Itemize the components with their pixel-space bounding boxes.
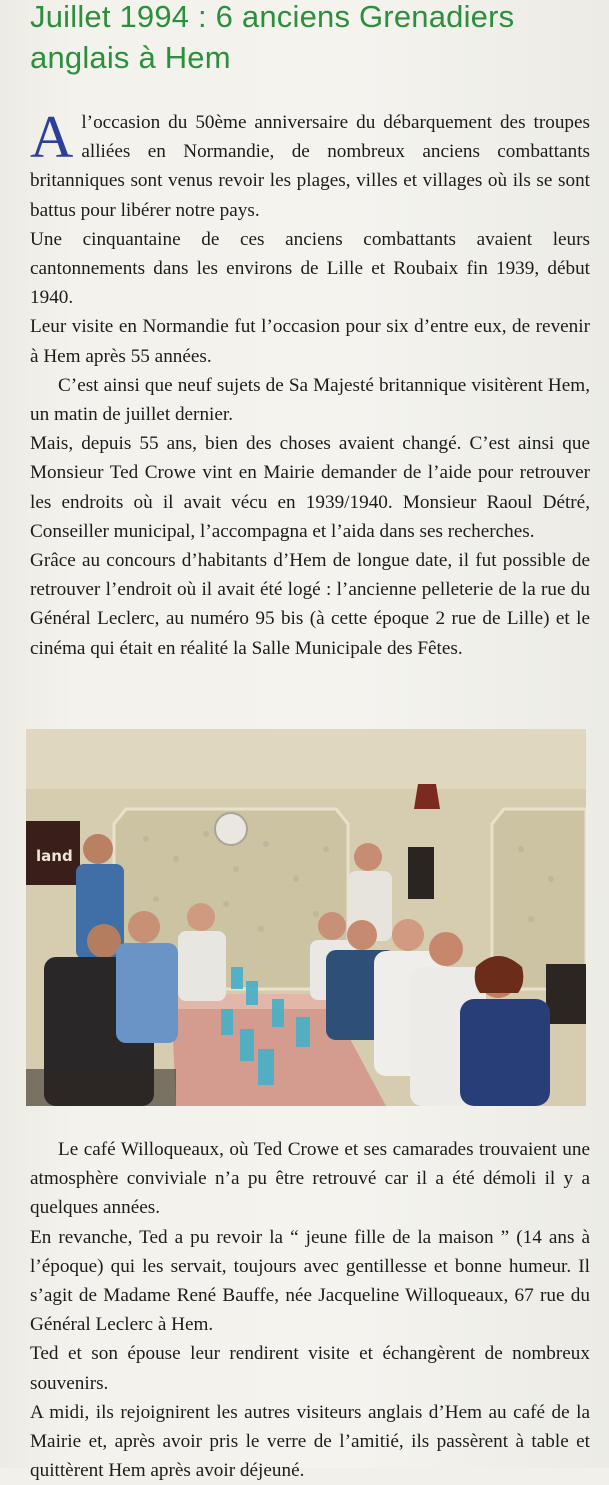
paragraph-5: Mais, depuis 55 ans, bien des choses avaient changé. C’est ainsi que Monsieur Ted Crowe vint en Mairie demander de l’aide pour retrouver les endroits où il avait vécu en 1939/1940. Monsieur Raoul Détré, Conseiller municipal, l’accompagna et l’aida dans ses recherches. <box>30 433 590 542</box>
headline-line-2: anglais à Hem <box>30 40 231 75</box>
headline <box>30 0 600 78</box>
paragraph-2: Une cinquantaine de ces anciens combattants avaient leurs cantonnements dans les environs de Lille et Roubaix fin 1939, début 1940. <box>30 228 590 309</box>
headline-line-1: Juillet 1994 : 6 anciens Grenadiers <box>30 0 515 34</box>
paragraph-10: A midi, ils rejoignirent les autres visiteurs anglais d’Hem au café de la Mairie et, après avoir pris le verre de l’amitié, ils passèrent à table et quittèrent Hem après avoir déjeuné. <box>30 1401 590 1482</box>
paragraph-3: Leur visite en Normandie fut l’occasion pour six d’entre eux, de revenir à Hem après 55 années. <box>30 316 590 367</box>
group-photo <box>26 729 586 1106</box>
paragraph-9: Ted et son épouse leur rendirent visite et échangèrent de nombreux souvenirs. <box>30 1343 590 1394</box>
paragraph-7: Le café Willoqueaux, où Ted Crowe et ses camarades trouvaient une atmosphère conviviale n’a pu être retrouvé car il a été démoli il y a quelques années. <box>30 1139 590 1219</box>
drop-cap: A <box>30 104 74 170</box>
paragraph-6: Grâce au concours d’habitants d’Hem de longue date, il fut possible de retrouver l’endroit où il avait été logé : l’ancienne pelleterie de la rue du Général Leclerc, au numéro 95 bis (à cette époque 2 rue de Lille) et le cinéma qui était en réalité la Salle Municipale des Fêtes. <box>30 550 590 659</box>
group-photo-illustration <box>26 729 586 1106</box>
paragraph-4: C’est ainsi que neuf sujets de Sa Majesté britannique visitèrent Hem, un matin de juillet dernier. <box>30 374 590 426</box>
article-bottom <box>30 1135 590 1485</box>
paragraph-8: En revanche, Ted a pu revoir la “ jeune fille de la maison ” (14 ans à l’époque) qui les servait, toujours avec gentillesse et bonne humeur. Il s’agit de Madame René Bauffe, née Jacqueline Willoqueaux, 67 rue du Général Leclerc à Hem. <box>30 1226 590 1336</box>
wall-sign-text: land <box>36 847 73 865</box>
paragraph-1-text: l’occasion du 50ème anniversaire du débarquement des troupes alliées en Normandie, de nombreux anciens combattants britanniques sont venus revoir les plages, villes et villages où ils se sont battus pour libérer notre pays. <box>30 112 590 221</box>
article-top <box>30 104 590 663</box>
paragraph-1 <box>30 104 590 225</box>
